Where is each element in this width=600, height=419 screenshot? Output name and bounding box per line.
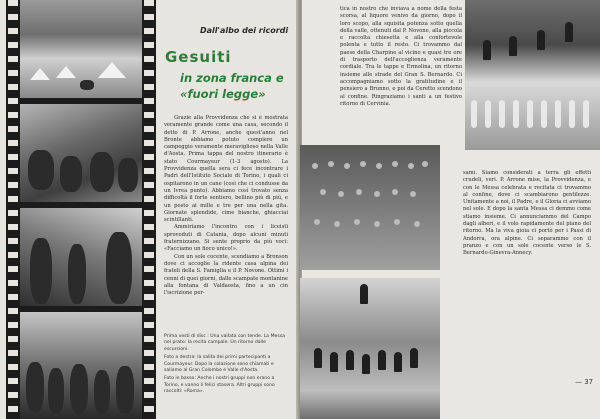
person-silhouette xyxy=(70,364,88,414)
person-silhouette xyxy=(483,40,491,60)
face-shape xyxy=(320,189,326,195)
person-silhouette xyxy=(94,370,110,414)
baluster-shape xyxy=(555,100,561,128)
person-silhouette xyxy=(26,362,44,412)
person-silhouette xyxy=(537,30,545,50)
person-silhouette xyxy=(362,354,370,374)
film-strip xyxy=(6,0,156,419)
caption-text: Foto a destra: la salita dei primi partecipanti a Courmayeur. Dopo la colazione sono chiamati e saliamo al Gran Colombo e Valle d'Aosta. xyxy=(164,355,274,374)
baluster-shape xyxy=(499,100,505,128)
body-paragraph: Con un sole cocente, scendiamo a Bronson dove ci accoglie la ridente casa alpina dei frateli della S. Famiglia e il P. Novone. Ottimi i cenni di quei giorni, dalle scampate montanine alla fontana di Valdaosta, fino a un cin l'iscrizione per- xyxy=(164,253,288,297)
baluster-shape xyxy=(527,100,533,128)
face-shape xyxy=(314,219,320,225)
body-paragraph: tica in nostro che inviava a nome della festa scorsa, al liquore venivo da giorno, dopo il loro scopo, alla squisita potenza sotto quella della valle, ottenuti dal P. Novone, alla piccola e raccolta chiesetta e alla confortevole polenta e tutto il resto. Ci trovammo dal paese della Charpine al vicino e quasi tre ore di trasporto dell'accoglienza veramente cordiale. Tra le tappe e Ermolina, un ritorno insieme alle strade del Gran S. Bernardo. Ci accompagniamo sotto la gratitudine e il pensiero a Brunno, e poi da Ceretto scendono al confine. Ringraziamo i santi a un festivo ritorno di Cervinia. xyxy=(340,6,462,107)
photo-captions xyxy=(164,334,288,398)
face-shape xyxy=(344,163,350,169)
person-silhouette xyxy=(116,366,134,414)
photo-standing-men xyxy=(20,208,142,306)
body-column-left xyxy=(164,115,288,330)
tent-shape xyxy=(98,62,126,78)
face-shape xyxy=(392,189,398,195)
person-silhouette xyxy=(90,152,114,192)
person-silhouette xyxy=(509,36,517,56)
running-head: Dall'albo dei ricordi xyxy=(200,26,289,35)
face-shape xyxy=(356,189,362,195)
face-shape xyxy=(392,161,398,167)
face-shape xyxy=(360,161,366,167)
person-silhouette xyxy=(330,352,338,372)
face-shape xyxy=(408,163,414,169)
article-subtitle: in zona franca e «fuori legge» xyxy=(180,71,284,101)
face-shape xyxy=(376,163,382,169)
person-silhouette xyxy=(28,150,54,190)
person-silhouette xyxy=(30,238,52,304)
tent-shape xyxy=(56,66,76,78)
photo-large-group xyxy=(300,145,440,270)
person-silhouette xyxy=(80,80,94,90)
person-silhouette xyxy=(565,22,573,42)
photo-balcony-group xyxy=(465,0,600,150)
person-silhouette xyxy=(346,350,354,370)
person-silhouette xyxy=(68,244,86,304)
body-column-right-bottom xyxy=(463,170,591,370)
face-shape xyxy=(374,191,380,197)
baluster-shape xyxy=(569,100,575,128)
face-shape xyxy=(410,191,416,197)
baluster-shape xyxy=(485,100,491,128)
baluster-shape xyxy=(583,100,589,128)
face-shape xyxy=(334,221,340,227)
face-shape xyxy=(374,221,380,227)
person-silhouette xyxy=(394,352,402,372)
body-paragraph: sami. Siamo considerati a terra gli effetti crudeli, veri. P. Arrone mise, la Provvidenza, e con le Messa celebrata e recitata ci trovammo al confine, dove ci scambiarono gentilezze. Unitamente a noi, il Padre, e il Gloria ci avviamo nel sole. E dopo la santa Messa ci demmo come stiamo insieme. Ci annunciammo del Campo dagli alberi, e il volo rapidamente del piano del ritorno. Ma la viva gioia ci portò per i Passi di Andorra, ora alpine. Ci separammo con il pranzo e con un sole cocente verso le S. Bernardo-Ginevra-Annecy. xyxy=(463,170,591,257)
face-shape xyxy=(312,163,318,169)
photo-stairs-group xyxy=(300,278,440,419)
person-silhouette xyxy=(410,348,418,368)
face-shape xyxy=(422,161,428,167)
photo-group-outdoor xyxy=(20,312,142,419)
tent-shape xyxy=(30,68,50,80)
body-paragraph: Ammiriamo l'incontro con i liceisti sprovoduti di Catania, dopo alcuni minuti fraternizzano. Si sente proprio da più voci: «Facciamo un fioco unico!». xyxy=(164,224,288,253)
film-sprockets-left xyxy=(8,0,18,419)
caption-text: Foto in basso: Anche i nostri gruppi non erano a Torino, e vanno li felici stasera. Altri gruppi sono raccolti: «Roma». xyxy=(164,376,275,395)
body-paragraph: Grazie alla Provvidenza che si è mostrata veramente grande come una casa, secondo il detto di P. Arrone, anche quest'anno nel Bronte abbiamo potuto compiere un campeggio veramente meraviglioso nella Valle d'Aosta. Prima tappa del nostro itinerario è stato Courmayeur (1-3 agosto). La Provvidenza quella sera ci fece incontrare i Padri dell'Istituto Sociale di Torino, i quali ci ospitarono in un cane (così che ci condusse da un Ivrea punto). Abbiamo così trovato senza difficoltà il forte sentiero, bellino più di più, e un posto ai mille e tre per una nella gita. Giornate splendide, cime bianche, ghiacciai scintillanti. xyxy=(164,115,288,224)
person-silhouette xyxy=(118,158,138,192)
person-silhouette xyxy=(48,368,64,414)
baluster-shape xyxy=(513,100,519,128)
face-shape xyxy=(328,161,334,167)
face-shape xyxy=(394,219,400,225)
person-silhouette xyxy=(314,348,322,368)
body-column-right-top xyxy=(340,6,462,134)
face-shape xyxy=(338,191,344,197)
face-shape xyxy=(414,221,420,227)
person-silhouette xyxy=(378,350,386,370)
photo-camp-tents xyxy=(20,0,142,98)
photo-mountain-group xyxy=(20,104,142,202)
baluster-shape xyxy=(541,100,547,128)
face-shape xyxy=(354,219,360,225)
person-silhouette xyxy=(360,284,368,304)
baluster-shape xyxy=(471,100,477,128)
film-sprockets-right xyxy=(144,0,154,419)
page-number: — 37 xyxy=(575,378,594,386)
caption-text: Prima vesti di disc : Una vallata con tende. La Messa nel prato: la recita campale. Un ritorno dalle escursioni. xyxy=(164,334,285,352)
person-silhouette xyxy=(60,156,82,192)
left-page xyxy=(0,0,298,419)
person-silhouette xyxy=(106,232,132,304)
article-title: Gesuiti xyxy=(165,48,232,66)
